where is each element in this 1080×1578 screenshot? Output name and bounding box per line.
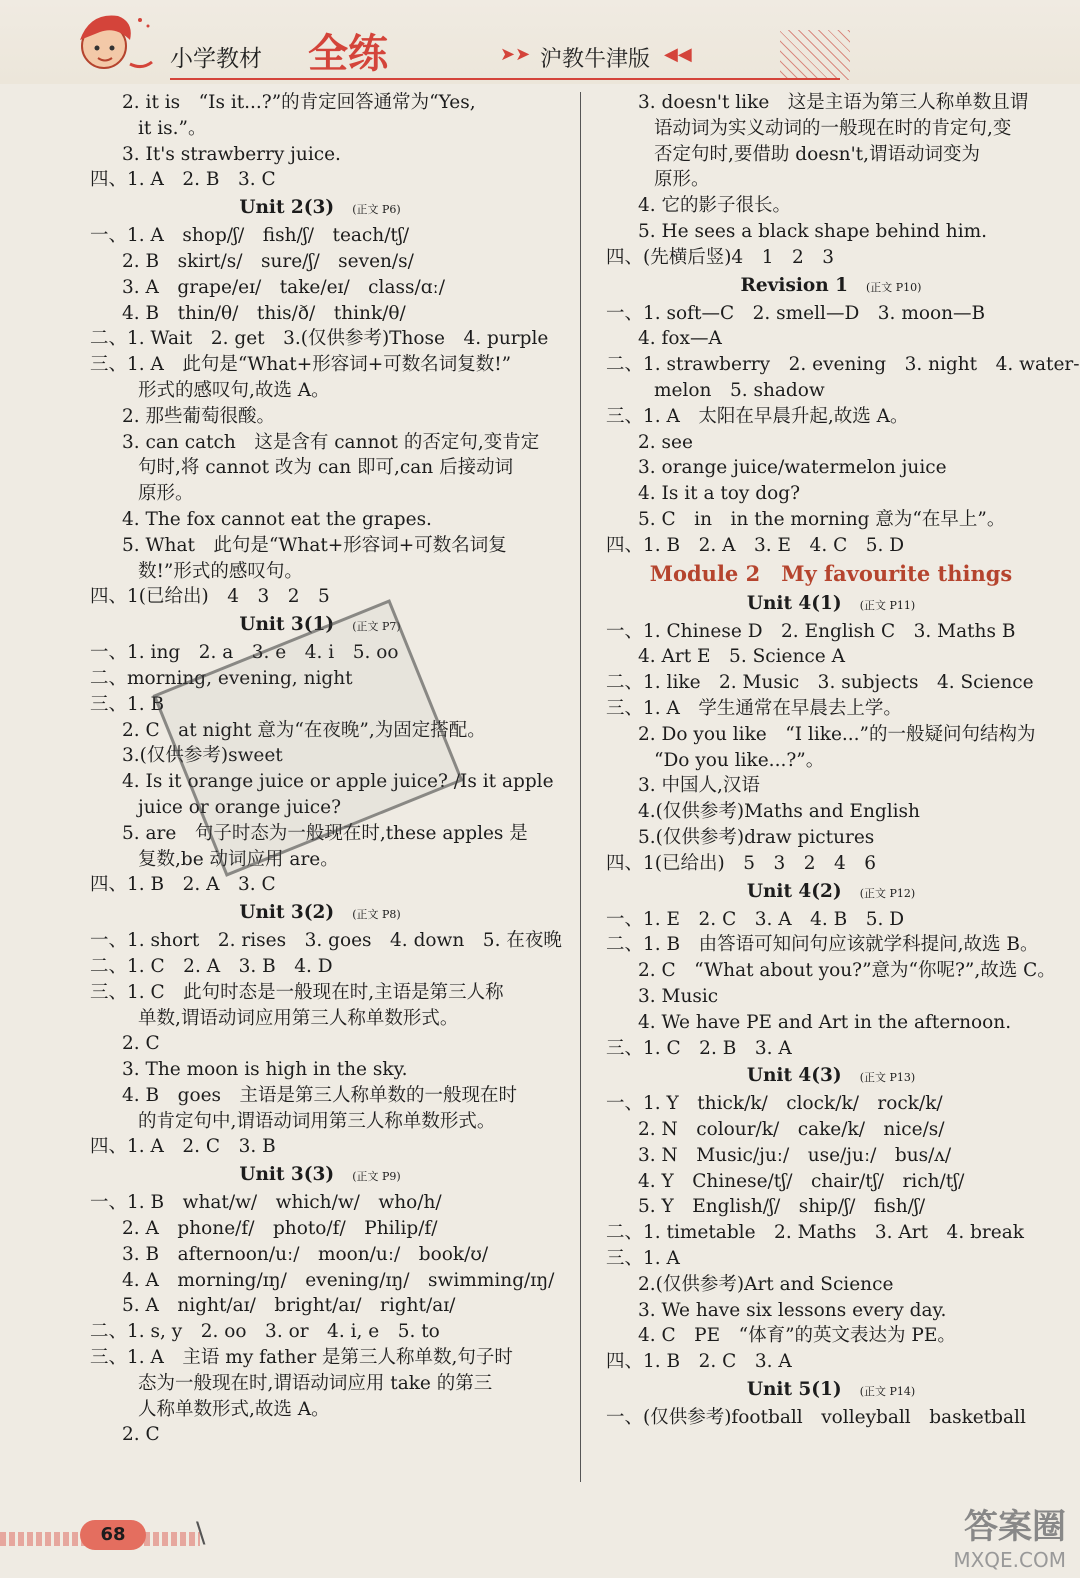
answer-line: “Do you like...?”。 <box>654 749 825 771</box>
answer-line: 3. orange juice/watermelon juice <box>638 457 947 479</box>
answer-line: 2. A phone/f/ photo/f/ Philip/f/ <box>122 1218 438 1240</box>
answer-line: 一、1. ing 2. a 3. e 4. i 5. oo <box>90 642 399 664</box>
watermark-logo-text: 答案圈 <box>964 1507 1066 1547</box>
answer-line: 2. N colour/k/ cake/k/ nice/s/ <box>638 1119 945 1141</box>
module-heading: Module 2 My favourite things <box>649 560 1013 586</box>
answer-line: 一、1. soft—C 2. smell—D 3. moon—B <box>606 302 986 324</box>
answer-line: 4. C PE “体育”的英文表达为 PE。 <box>638 1325 956 1347</box>
answer-line: 4. 它的影子很长。 <box>638 195 792 217</box>
answer-line: 3. 中国人,汉语 <box>638 775 760 797</box>
column-divider <box>580 92 581 1482</box>
section-heading-title: Unit 4(2) <box>746 880 842 902</box>
section-heading <box>80 1160 560 1190</box>
answer-line: 人称单数形式,故选 A。 <box>138 1398 330 1420</box>
answer-line: 三、1. C 2. B 3. A <box>606 1037 792 1059</box>
page-header <box>0 0 1080 84</box>
answer-line: 2.(仅供参考)Art and Science <box>638 1273 894 1295</box>
answer-line: 三、1. A 主语 my father 是第三人称单数,句子时 <box>90 1347 513 1369</box>
answer-line: 形式的感叹句,故选 A。 <box>138 379 330 401</box>
answer-line: 四、1. B 2. C 3. A <box>606 1351 792 1373</box>
answer-line: 二、1. strawberry 2. evening 3. night 4. water- <box>606 354 1080 376</box>
answer-line: 二、1. timetable 2. Maths 3. Art 4. break <box>606 1222 1024 1244</box>
watermark-url: MXQE.COM <box>953 1548 1066 1572</box>
answer-line: 5. are 句子时态为一般现在时,these apples 是 <box>122 822 528 844</box>
answer-line: 复数,be 动词应用 are。 <box>138 848 339 870</box>
arrow-right-icon: ➤➤ <box>500 44 531 65</box>
answer-line: 3. doesn't like 这是主语为第三人称单数且谓 <box>638 92 1029 113</box>
answer-line: 3. It's strawberry juice. <box>122 143 341 165</box>
answer-line: 4. B goes 主语是第三人称单数的一般现在时 <box>122 1084 518 1106</box>
answer-line: juice or orange juice? <box>138 796 342 818</box>
answer-line: 一、(仅供参考)football volleyball basketball <box>606 1407 1026 1429</box>
section-heading <box>80 898 560 928</box>
answer-line: 2. it is “Is it...?”的肯定回答通常为“Yes, <box>122 92 476 113</box>
answer-line: 一、1. Y thick/k/ clock/k/ rock/k/ <box>606 1093 943 1115</box>
answer-line: 一、1. Chinese D 2. English C 3. Maths B <box>606 620 1016 642</box>
arrow-left-icon: ◀◀ <box>664 44 692 65</box>
section-heading <box>596 1375 1066 1405</box>
section-heading <box>596 1061 1066 1091</box>
answer-line: 四、1(已给出) 5 3 2 4 6 <box>606 852 877 874</box>
answer-line: 2. C <box>122 1033 160 1055</box>
footer-slash-decoration: \ <box>196 1516 206 1549</box>
section-heading <box>596 877 1066 907</box>
answer-line: 4. We have PE and Art in the afternoon. <box>638 1011 1012 1033</box>
answer-line: 数!”形式的感叹句。 <box>138 560 303 582</box>
answer-line: 二、1. s, y 2. oo 3. or 4. i, e 5. to <box>90 1321 440 1343</box>
answer-line: 2. C “What about you?”意为“你呢?”,故选 C。 <box>638 960 1056 982</box>
answer-line: 2. see <box>638 431 693 453</box>
section-heading-title: Unit 3(3) <box>239 1164 335 1186</box>
section-heading-title: Unit 5(1) <box>746 1379 842 1401</box>
answer-line: 四、1. A 2. C 3. B <box>90 1136 276 1158</box>
answer-line: 三、1. A 学生通常在早晨去上学。 <box>606 697 902 719</box>
answer-line: 5. C in in the morning 意为“在早上”。 <box>638 508 1006 530</box>
answer-line: 句时,将 cannot 改为 can 即可,can 后接动词 <box>138 457 514 479</box>
answer-line: 4. A morning/ɪŋ/ evening/ɪŋ/ swimming/ɪŋ/ <box>122 1269 555 1291</box>
answer-line: 3. B afternoon/uː/ moon/uː/ book/ʊ/ <box>122 1243 489 1265</box>
answer-line: 四、1. B 2. A 3. C <box>90 874 276 896</box>
answer-line: 二、1. B 由答语可知问句应该就学科提问,故选 B。 <box>606 934 1039 956</box>
answer-line: 3. The moon is high in the sky. <box>122 1059 408 1081</box>
answer-line: 三、1. A 此句是“What+形容词+可数名词复数!” <box>90 354 512 376</box>
answer-line: 三、1. A 太阳在早晨升起,故选 A。 <box>606 405 909 427</box>
answer-line: 一、1. B what/w/ which/w/ who/h/ <box>90 1192 442 1214</box>
header-hatch-decoration <box>780 30 850 80</box>
section-page-ref: (正文 P7) <box>352 620 401 634</box>
answer-line: 三、1. B <box>90 693 165 715</box>
answer-line: 3. can catch 这是含有 cannot 的否定句,变肯定 <box>122 431 540 453</box>
answer-line: 态为一般现在时,谓语动词应用 take 的第三 <box>138 1372 493 1394</box>
brand-subtitle: 小学教材 <box>170 46 262 72</box>
answer-line: 原形。 <box>654 169 710 191</box>
answer-line: 语动词为实义动词的一般现在时的肯定句,变 <box>654 117 1012 139</box>
answer-line: 一、1. short 2. rises 3. goes 4. down 5. 在夜晚 <box>90 930 562 952</box>
answer-line: 原形。 <box>138 483 194 505</box>
answer-line: 3. We have six lessons every day. <box>638 1299 947 1321</box>
section-page-ref: (正文 P8) <box>352 908 401 922</box>
section-page-ref: (正文 P13) <box>859 1071 916 1085</box>
page-footer <box>0 1500 1080 1578</box>
section-heading <box>596 589 1066 619</box>
answer-line: 四、1. A 2. B 3. C <box>90 169 276 191</box>
section-page-ref: (正文 P14) <box>859 1385 916 1399</box>
answer-line: 2. 那些葡萄很酸。 <box>122 405 276 427</box>
answer-line: 三、1. C 此句时态是一般现在时,主语是第三人称 <box>90 981 504 1003</box>
section-page-ref: (正文 P6) <box>352 203 401 217</box>
answer-line: 5. A night/aɪ/ bright/aɪ/ right/aɪ/ <box>122 1295 456 1317</box>
section-page-ref: (正文 P11) <box>859 598 916 612</box>
answer-line: 3.(仅供参考)sweet <box>122 745 283 767</box>
answer-line: 单数,谓语动词应用第三人称单数形式。 <box>138 1007 459 1029</box>
section-page-ref: (正文 P9) <box>352 1170 401 1184</box>
answer-line: 三、1. A <box>606 1248 680 1270</box>
answer-line: 4. fox—A <box>638 328 722 350</box>
answer-line: 4. B thin/θ/ this/ð/ think/θ/ <box>122 302 406 324</box>
answer-line: 四、1. B 2. A 3. E 4. C 5. D <box>606 534 905 556</box>
section-page-ref: (正文 P12) <box>859 886 916 900</box>
section-heading-title: Unit 3(1) <box>239 614 335 636</box>
answer-line: 2. B skirt/s/ sure/ʃ/ seven/s/ <box>122 250 414 272</box>
answer-line: melon 5. shadow <box>654 379 825 401</box>
answer-line: 4. The fox cannot eat the grapes. <box>122 508 432 530</box>
answer-line: 否定句时,要借助 doesn't,谓语动词变为 <box>654 143 981 165</box>
answer-line: 4.(仅供参考)Maths and English <box>638 801 920 823</box>
answer-line: 4. Art E 5. Science A <box>638 646 845 668</box>
answer-line: 4. Y Chinese/tʃ/ chair/tʃ/ rich/tʃ/ <box>638 1170 965 1192</box>
answer-line: 二、1. Wait 2. get 3.(仅供参考)Those 4. purple <box>90 328 549 350</box>
answer-line: 3. A grape/eɪ/ take/eɪ/ class/ɑː/ <box>122 276 446 298</box>
right-answer-column <box>596 90 1080 1431</box>
header-rule <box>170 78 840 80</box>
answer-line: 5. He sees a black shape behind him. <box>638 220 988 242</box>
answer-line: 四、1(已给出) 4 3 2 5 <box>90 586 330 608</box>
answer-line: 2. C <box>122 1424 160 1446</box>
page-number: 68 <box>80 1520 146 1550</box>
answer-line: 5. What 此句是“What+形容词+可数名词复 <box>122 534 507 556</box>
answer-line: 5.(仅供参考)draw pictures <box>638 826 875 848</box>
answer-line: 四、(先横后竖)4 1 2 3 <box>606 246 835 268</box>
answer-line: 3. N Music/juː/ use/juː/ bus/ʌ/ <box>638 1144 952 1166</box>
section-heading-title: Unit 4(1) <box>746 592 842 614</box>
section-heading-title: Unit 2(3) <box>239 197 335 219</box>
answer-line: 二、morning, evening, night <box>90 667 353 689</box>
section-heading <box>596 271 1066 301</box>
answer-line: 二、1. like 2. Music 3. subjects 4. Science <box>606 672 1034 694</box>
answer-line: 3. Music <box>638 985 719 1007</box>
answer-line: it is.”。 <box>138 117 207 139</box>
answer-line: 二、1. C 2. A 3. B 4. D <box>90 955 333 977</box>
answer-line: 一、1. E 2. C 3. A 4. B 5. D <box>606 908 905 930</box>
edition-label: 沪教牛津版 <box>540 47 651 72</box>
section-heading-title: Unit 4(3) <box>746 1065 842 1087</box>
section-heading-title: Unit 3(2) <box>239 902 335 924</box>
answer-line: 的肯定句中,谓语动词用第三人称单数形式。 <box>138 1110 496 1132</box>
cartoon-mascot-icon <box>60 6 156 78</box>
answer-line: 2. C at night 意为“在夜晚”,为固定搭配。 <box>122 719 486 741</box>
answer-line: 5. Y English/ʃ/ ship/ʃ/ fish/ʃ/ <box>638 1196 926 1218</box>
answer-line: 2. Do you like “I like...”的一般疑问句结构为 <box>638 723 1036 745</box>
section-heading <box>80 193 560 223</box>
section-page-ref: (正文 P10) <box>865 280 922 294</box>
section-heading-title: Revision 1 <box>740 274 848 296</box>
answer-line: 4. Is it orange juice or apple juice? /Is it apple <box>122 771 554 793</box>
brand-title: 全练 <box>308 31 388 77</box>
answer-line: 4. Is it a toy dog? <box>638 483 801 505</box>
site-watermark <box>953 1499 1066 1572</box>
answer-line: 一、1. A shop/ʃ/ fish/ʃ/ teach/tʃ/ <box>90 225 410 247</box>
